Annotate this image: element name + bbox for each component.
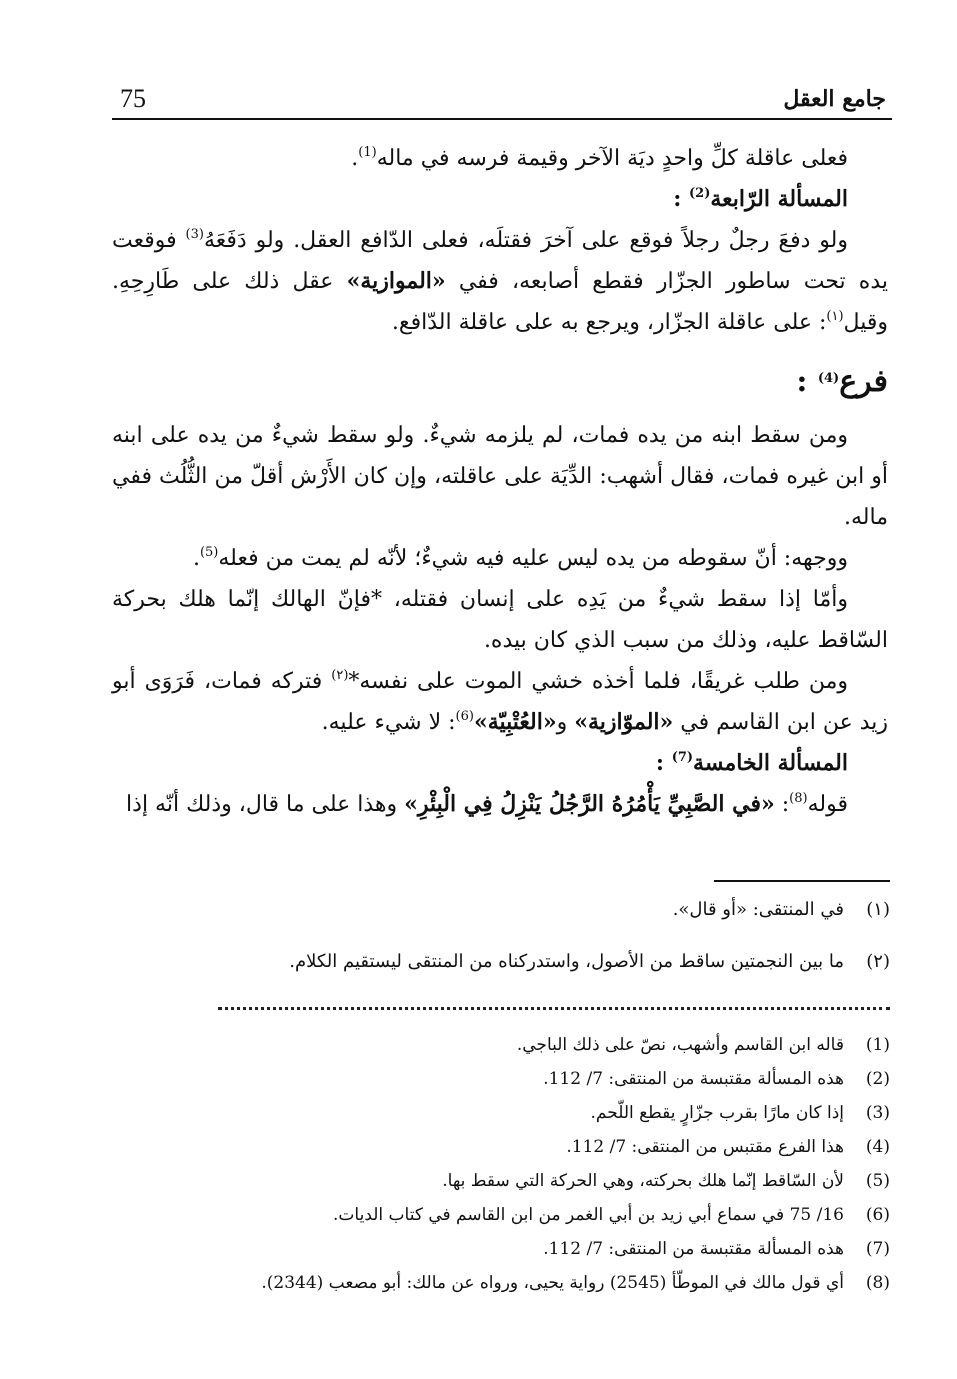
source-title: «الموازية» (346, 268, 446, 294)
footnote-item: (8)أي قول مالك في الموطّأ (2545) رواية يحيى، ورواه عن مالك: أبو مصعب (2344). (261, 1273, 890, 1293)
paragraph-pushing: ولو دفعَ رجلٌ رجلاً فوقع على آخرَ فقتلَه، فعلى الدّافع العقل. ولو دَفَعَهُ$^{(3)}$ فوقعت يده تحت ساطور الجزّار فقطع أصابعه، ففي «الموازية» عقل ذلك على طَارِحِهِ. وقيل$^{(١)}$: على عاقلة الجزّار، ويرجع به على عاقلة الدّافع. (112, 227, 889, 335)
footnote-ref[interactable]: (1) (358, 145, 377, 160)
footnote-ref[interactable]: (٢) (331, 668, 349, 683)
footnote-item: (7)هذه المسألة مقتبسة من المنتقى: 7/ 112. (543, 1239, 890, 1259)
section-heading-branch: فرع$^{(4)}$ : (796, 364, 888, 399)
footnote-ref[interactable]: (5) (199, 545, 219, 560)
footnote-ref[interactable]: (١) (826, 309, 844, 324)
section-heading-fourth: المسألة الرّابعة$^{(2)}$ : (673, 186, 848, 212)
footnote-ref[interactable]: (7) (671, 750, 694, 765)
source-title: «العُتْبِيّة» (473, 709, 557, 735)
paragraph-drowning: ومن طلب غريقًا، فلما أخذه خشي الموت على نفسه*$^{(٢)}$ فتركه فمات، فَرَوَى أبو زيد عن ابن القاسم في «الموّازية» و«العُتْبِيّة»$^{(6)}$: لا شيء عليه. (112, 668, 888, 735)
footnote-ref[interactable]: (3) (185, 227, 204, 242)
source-title: «الموّازية» (574, 709, 674, 735)
paragraph-reasoning: ووجهه: أنّ سقوطه من يده ليس عليه فيه شيءٌ؛ لأنّه لم يمت من فعله$^{(5)}$. (192, 545, 848, 571)
footnote-item: (١)في المنتقى: «أو قال». (672, 899, 890, 920)
footnote-item: (4)هذا الفرع مقتبس من المنتقى: 7/ 112. (566, 1137, 890, 1157)
footnote-item: (3)إذا كان مارًا بقرب جزّارٍ يقطع اللّحم. (590, 1103, 890, 1123)
paragraph-intro: فعلى عاقلة كلِّ واحدٍ ديَة الآخر وقيمة فرسه في ماله$^{(1)}$. (351, 145, 848, 171)
footnote-item: (1)قاله ابن القاسم وأشهب، نصّ على ذلك الباجي. (516, 1035, 890, 1055)
main-text (112, 138, 888, 825)
running-title: جامع العقل (783, 86, 886, 112)
paragraph-quote: قوله$^{(8)}$: «في الصَّبِيِّ يَأْمُرُهُ الرَّجُلُ يَنْزِلُ فِي الْبِئْرِ» وهذا على ما قال، وذلك أنّه إذا (126, 791, 848, 817)
page-number: 75 (120, 84, 146, 113)
dotted-separator (218, 1007, 890, 1010)
footnote-item: (2)هذه المسألة مقتبسة من المنتقى: 7/ 112. (543, 1069, 890, 1089)
section-heading-fifth: المسألة الخامسة$^{(7)}$ : (655, 750, 848, 776)
editor-footnotes (112, 1028, 890, 1300)
page-header (112, 78, 892, 120)
footnote-ref[interactable]: (2) (689, 186, 711, 201)
footnote-ref[interactable]: (8) (789, 791, 808, 806)
footnote-separator (714, 880, 890, 882)
original-footnotes (112, 895, 890, 999)
footnote-ref[interactable]: (4) (817, 371, 840, 386)
footnote-ref[interactable]: (6) (455, 709, 474, 724)
hadith-quote: «في الصَّبِيِّ يَأْمُرُهُ الرَّجُلُ يَنْزِلُ فِي الْبِئْرِ» (404, 791, 775, 817)
footnote-item: (6)16/ 75 في سماع أبي زيد بن أبي الغمر من ابن القاسم في كتاب الديات. (333, 1205, 890, 1225)
footnote-item: (5)لأن السّاقط إنّما هلك بحركته، وهي الحركة التي سقط بها. (442, 1171, 890, 1191)
paragraph-falling-son: ومن سقط ابنه من يده فمات، لم يلزمه شيءٌ. ولو سقط شيءٌ من يده على ابنه أو ابن غيره فمات، فقال أشهب: الدِّيَة على عاقلته، وإن كان الأَرْش أقلّ من الثُّلُث ففي ماله. (112, 423, 888, 530)
footnote-item: (٢)ما بين النجمتين ساقط من الأصول، واستدركناه من المنتقى ليستقيم الكلام. (289, 951, 890, 972)
paragraph-falling-object: وأمّا إذا سقط شيءٌ من يَدِه على إنسان فقتله، *فإنّ الهالك إنّما هلك بحركة السّاقط عليه، وذلك من سبب الذي كان بيده. (112, 587, 888, 653)
